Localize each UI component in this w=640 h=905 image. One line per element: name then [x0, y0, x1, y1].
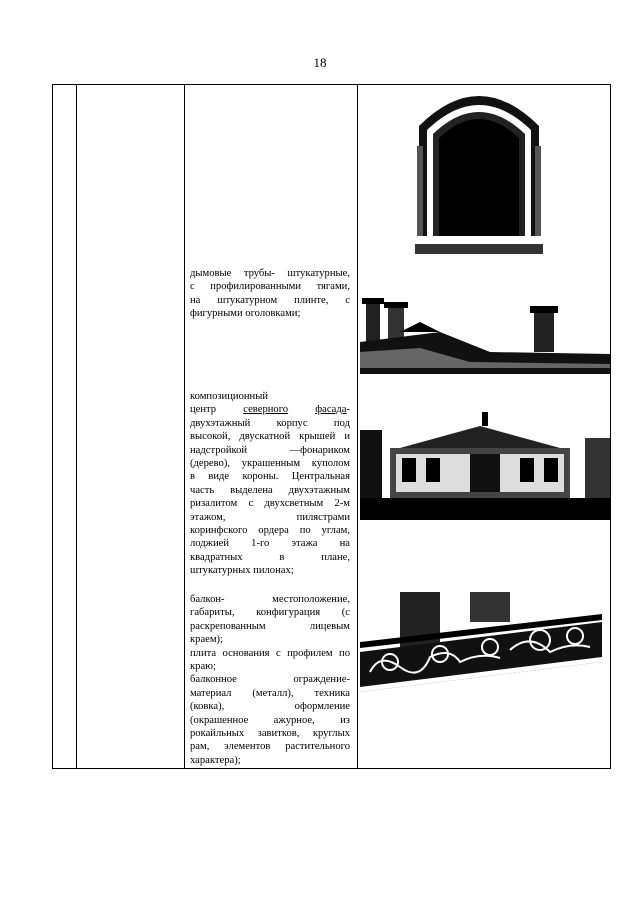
text-line: на штукатурном плинте, с [190, 294, 350, 306]
chimneys-description [190, 267, 350, 321]
text-line: двухэтажный корпус под [190, 417, 350, 429]
text-line: часть выделена двухэтажным [190, 484, 350, 496]
chimneys-photo [360, 292, 610, 374]
composition-description [190, 390, 350, 578]
text-line: с профилированными тягами, [190, 281, 350, 293]
text-line: характера); [190, 754, 241, 766]
north-facade-photo [360, 408, 610, 520]
underlined-word: фасада [315, 404, 347, 416]
text-line: (ковка), оформление [190, 701, 350, 713]
text-line: ризалитом с двухсветным 2-м [190, 498, 350, 510]
text-line: габариты, конфигурация (с [190, 607, 350, 619]
column-divider [357, 85, 358, 768]
text-line: раскрепованным лицевым [190, 620, 350, 632]
balcony-photo [360, 592, 602, 692]
text-line: плита основания с профилем по [190, 647, 350, 659]
column-divider [184, 85, 185, 768]
text-line: балкон- местоположение, [190, 594, 350, 605]
balcony-description [190, 593, 350, 767]
text-line: материал (металл), техника [190, 687, 350, 699]
text-line: коринфского ордера по углам, [190, 525, 350, 537]
text-line: (окрашенное ажурное, из [190, 714, 350, 726]
text-line: этажом, пилястрами [190, 511, 350, 523]
text-line: квадратных в плане, [190, 551, 350, 563]
text-line: композиционный [190, 391, 268, 402]
text-line: (дерево), украшенным куполом [190, 458, 350, 470]
text-line: рокайльных завитков, круглых [190, 728, 350, 740]
text-line: штукатурных пилонах; [190, 565, 294, 577]
column-divider [76, 85, 77, 768]
underlined-word: северного [243, 404, 289, 416]
text-line-underlined: центр северного фасада- [190, 404, 350, 416]
text-line: лоджией 1-го этажа на [190, 538, 350, 550]
text-line: рам, элементов растительного [190, 741, 350, 753]
text-line: фигурными оголовками; [190, 308, 301, 320]
text-line: краем); [190, 634, 224, 646]
text-line: дымовые трубы- штукатурные, [190, 268, 350, 279]
text-line: в виде короны. Центральная [190, 471, 350, 483]
text-line: надстройкой —фонариком [190, 444, 350, 456]
text-line: высокой, двускатной крышей и [190, 431, 350, 443]
text-line: краю; [190, 661, 217, 673]
text-line: балконное ограждение- [190, 674, 350, 686]
page-number: 18 [313, 55, 327, 70]
arched-window-photo [415, 86, 543, 254]
